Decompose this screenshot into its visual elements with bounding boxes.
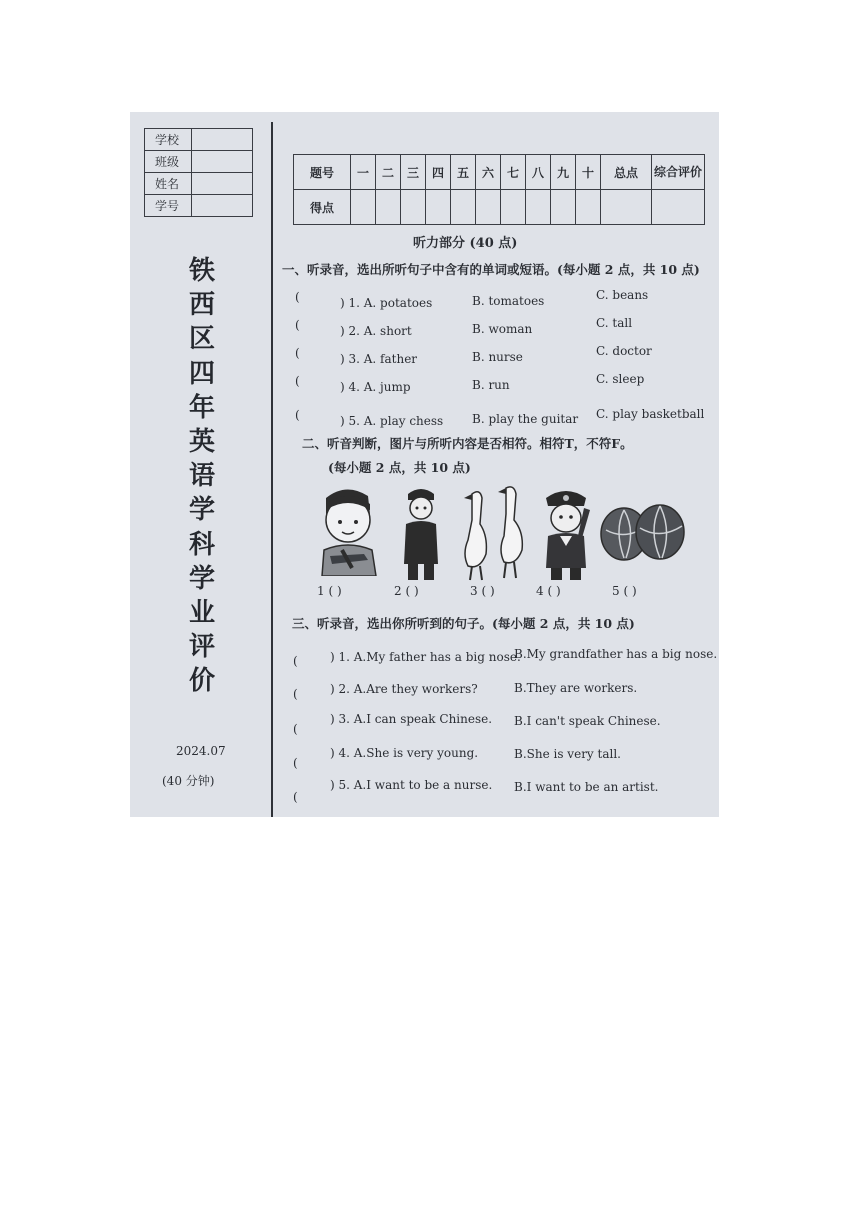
answer-paren[interactable]: ( — [293, 790, 298, 804]
score-cell[interactable] — [376, 190, 401, 225]
question-number: 六 — [476, 155, 501, 190]
answer-paren[interactable]: ( — [295, 318, 300, 332]
comprehensive-eval-header: 综合评价 — [652, 155, 705, 190]
part1-option-c: C. tall — [596, 316, 633, 330]
part1-option-c: C. doctor — [596, 344, 652, 358]
score-cell[interactable] — [476, 190, 501, 225]
title-char: 英 — [188, 427, 215, 458]
question-number: 五 — [451, 155, 476, 190]
part1-option-b: B. nurse — [472, 350, 523, 364]
picture-answer-4[interactable]: 4 ( ) — [536, 584, 561, 598]
part3-option-a: ) 2. A.Are they workers? — [330, 682, 478, 696]
score-cell[interactable] — [551, 190, 576, 225]
part3-option-b: B.I can't speak Chinese. — [514, 714, 661, 728]
student-info-table — [144, 128, 253, 217]
title-char: 科 — [188, 529, 215, 560]
title-char: 西 — [188, 290, 215, 321]
score-cell[interactable] — [351, 190, 376, 225]
question-number: 四 — [426, 155, 451, 190]
part1-heading: 一、听录音，选出所听句子中含有的单词或短语。(每小题 2 点，共 10 点) — [282, 262, 700, 277]
score-row-label: 题号 — [294, 155, 351, 190]
score-cell[interactable] — [601, 190, 652, 225]
part3-heading: 三、听录音，选出你所听到的句子。(每小题 2 点，共 10 点) — [292, 616, 635, 631]
picture-answer-5[interactable]: 5 ( ) — [612, 584, 637, 598]
part1-option-a: ) 4. A. jump — [340, 380, 411, 394]
part1-option-b: B. run — [472, 378, 510, 392]
police-officer-picture — [396, 484, 446, 580]
score-cell[interactable] — [426, 190, 451, 225]
part2-subheading: (每小题 2 点，共 10 点) — [328, 460, 471, 475]
question-number: 七 — [501, 155, 526, 190]
part1-option-a: ) 2. A. short — [340, 324, 412, 338]
answer-paren[interactable]: ( — [295, 346, 300, 360]
part1-option-b: B. play the guitar — [472, 412, 579, 426]
question-number: 一 — [351, 155, 376, 190]
title-char: 语 — [188, 461, 215, 492]
info-label: 学校 — [145, 129, 192, 151]
vertical-exam-title — [182, 254, 222, 699]
score-table — [293, 154, 705, 225]
score-row-label: 得点 — [294, 190, 351, 225]
picture-answer-3[interactable]: 3 ( ) — [470, 584, 495, 598]
score-cell[interactable] — [451, 190, 476, 225]
info-value-field[interactable] — [192, 129, 253, 151]
answer-paren[interactable]: ( — [295, 374, 300, 388]
policeman-saluting-picture — [538, 484, 594, 580]
info-label: 班级 — [145, 151, 192, 173]
part3-option-a: ) 3. A.I can speak Chinese. — [330, 712, 493, 726]
title-char: 学 — [188, 495, 215, 526]
answer-paren[interactable]: ( — [295, 408, 300, 422]
part1-option-b: B. tomatoes — [472, 294, 545, 308]
info-value-field[interactable] — [192, 173, 253, 195]
answer-paren[interactable]: ( — [293, 654, 298, 668]
score-cell[interactable] — [526, 190, 551, 225]
binding-line — [271, 122, 273, 817]
answer-paren[interactable]: ( — [293, 756, 298, 770]
info-value-field[interactable] — [192, 151, 253, 173]
exam-date: 2024.07 — [176, 744, 226, 758]
answer-paren[interactable]: ( — [293, 722, 298, 736]
part3-option-b: B.She is very tall. — [514, 747, 621, 761]
score-cell[interactable] — [652, 190, 705, 225]
part1-option-c: C. sleep — [596, 372, 645, 386]
part3-option-b: B.My grandfather has a big nose. — [514, 647, 718, 661]
boy-with-plane-picture — [312, 484, 384, 576]
info-label: 姓名 — [145, 173, 192, 195]
title-char: 四 — [188, 358, 215, 389]
title-char: 年 — [188, 392, 215, 423]
title-char: 铁 — [188, 256, 215, 286]
exam-duration: (40 分钟) — [162, 774, 215, 788]
section-title: 听力部分 (40 点) — [413, 236, 518, 251]
info-label: 学号 — [145, 195, 192, 217]
part1-option-c: C. beans — [596, 288, 649, 302]
total-score-header: 总点 — [601, 155, 652, 190]
title-char: 业 — [188, 598, 215, 629]
geese-picture — [458, 484, 532, 582]
question-number: 八 — [526, 155, 551, 190]
score-cell[interactable] — [576, 190, 601, 225]
score-cell[interactable] — [401, 190, 426, 225]
part3-option-a: ) 4. A.She is very young. — [330, 746, 479, 760]
exam-paper — [130, 112, 719, 817]
part3-option-b: B.I want to be an artist. — [514, 780, 659, 794]
question-number: 二 — [376, 155, 401, 190]
answer-paren[interactable]: ( — [295, 290, 300, 304]
question-number: 三 — [401, 155, 426, 190]
title-char: 价 — [188, 666, 215, 697]
info-value-field[interactable] — [192, 195, 253, 217]
part1-option-a: ) 1. A. potatoes — [340, 296, 433, 310]
part3-option-b: B.They are workers. — [514, 681, 638, 695]
score-cell[interactable] — [501, 190, 526, 225]
part1-option-b: B. woman — [472, 322, 533, 336]
part3-option-a: ) 1. A.My father has a big nose. — [330, 650, 521, 664]
question-number: 九 — [551, 155, 576, 190]
title-char: 区 — [188, 324, 215, 355]
picture-answer-2[interactable]: 2 ( ) — [394, 584, 419, 598]
part1-option-a: ) 3. A. father — [340, 352, 418, 366]
title-char: 评 — [188, 632, 215, 663]
picture-answer-1[interactable]: 1 ( ) — [317, 584, 342, 598]
question-number: 十 — [576, 155, 601, 190]
answer-paren[interactable]: ( — [293, 687, 298, 701]
part1-option-c: C. play basketball — [596, 407, 705, 421]
cabbages-picture — [600, 500, 686, 564]
part2-heading: 二、听音判断，图片与所听内容是否相符。相符T，不符F。 — [302, 436, 633, 451]
part1-option-a: ) 5. A. play chess — [340, 414, 444, 428]
title-char: 学 — [188, 563, 215, 594]
part3-option-a: ) 5. A.I want to be a nurse. — [330, 778, 493, 792]
